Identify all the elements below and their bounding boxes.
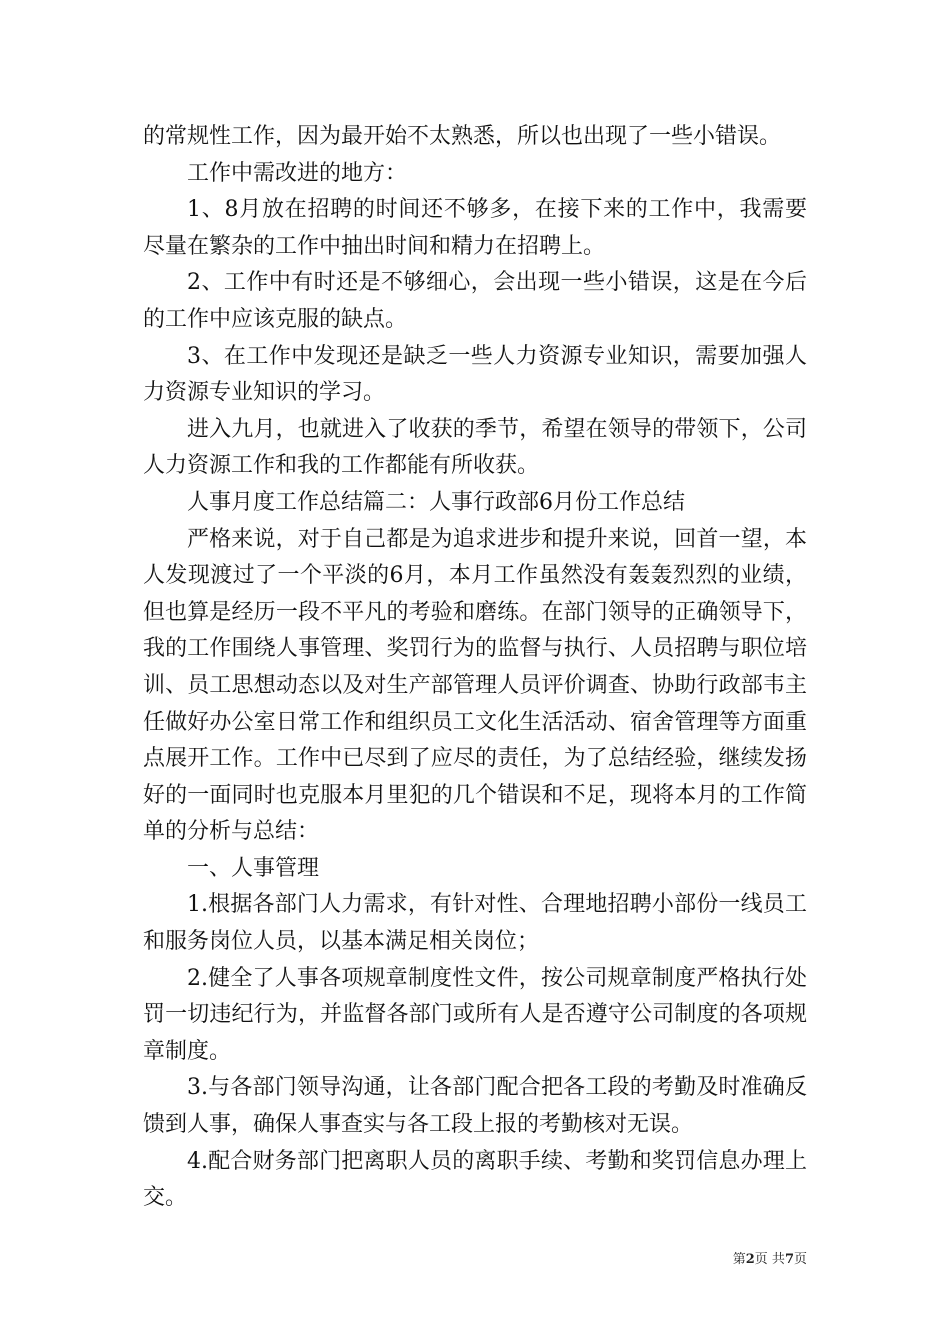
subheading-personnel-management: 一、人事管理 — [187, 855, 320, 881]
paragraph-4: 2、工作中有时还是不够细心，会出现一些小错误，这是在今后的工作中应该克服的缺点。 — [143, 270, 807, 332]
page-number-footer — [733, 1248, 807, 1267]
paragraph-8: 严格来说，对于自己都是为追求进步和提升来说，回首一望，本人发现渡过了一个平淡的6月，本月工作虽然没有轰轰烈烈的业绩，但也算是经历一段不平凡的考验和磨练。在部门领导的正确领导下，我的工作围绕人事管理、奖罚行为的监督与执行、人员招聘与职位培训、员工思想动态以及对生产部管理人员评价调查、协助行政部韦主任做好办公室日常工作和组织员工文化生活活动、宿舍管理等方面重点展开工作。工作中已尽到了应尽的责任，为了总结经验，继续发扬好的一面同时也克服本月里犯的几个错误和不足，现将本月的工作简单的分析与总结： — [143, 526, 807, 845]
paragraph-5: 3、在工作中发现还是缺乏一些人力资源专业知识，需要加强人力资源专业知识的学习。 — [143, 343, 807, 406]
footer-middle: 页 共 — [754, 1252, 785, 1267]
list-item-1: 1.根据各部门人力需求，有针对性、合理地招聘小部份一线员工和服务岗位人员，以基本满足相关岗位； — [143, 892, 807, 955]
footer-prefix: 第 — [732, 1252, 746, 1267]
paragraph-1: 的常规性工作，因为最开始不太熟悉，所以也出现了一些小错误。 — [143, 124, 782, 149]
paragraph-6: 进入九月，也就进入了收获的季节，希望在领导的带领下，公司人力资源工作和我的工作都能有所收获。 — [143, 416, 807, 479]
total-pages-number: 7 — [784, 1252, 794, 1267]
paragraph-3: 1、8月放在招聘的时间还不够多，在接下来的工作中，我需要尽量在繁杂的工作中抽出时间和精力在招聘上。 — [143, 197, 807, 259]
footer-suffix: 页 — [793, 1252, 807, 1267]
section-heading: 人事月度工作总结篇二：人事行政部6月份工作总结 — [187, 489, 685, 515]
paragraph-2: 工作中需改进的地方： — [187, 160, 408, 186]
list-item-3: 3.与各部门领导沟通，让各部门配合把各工段的考勤及时准确反馈到人事，确保人事查实与各工段上报的考勤核对无误。 — [143, 1075, 807, 1138]
document-body — [143, 119, 807, 1217]
list-item-4: 4.配合财务部门把离职人员的离职手续、考勤和奖罚信息办理上交。 — [143, 1148, 807, 1211]
current-page-number: 2 — [745, 1252, 755, 1267]
list-item-2: 2.健全了人事各项规章制度性文件，按公司规章制度严格执行处罚一切违纪行为，并监督各部门或所有人是否遵守公司制度的各项规章制度。 — [143, 965, 807, 1064]
